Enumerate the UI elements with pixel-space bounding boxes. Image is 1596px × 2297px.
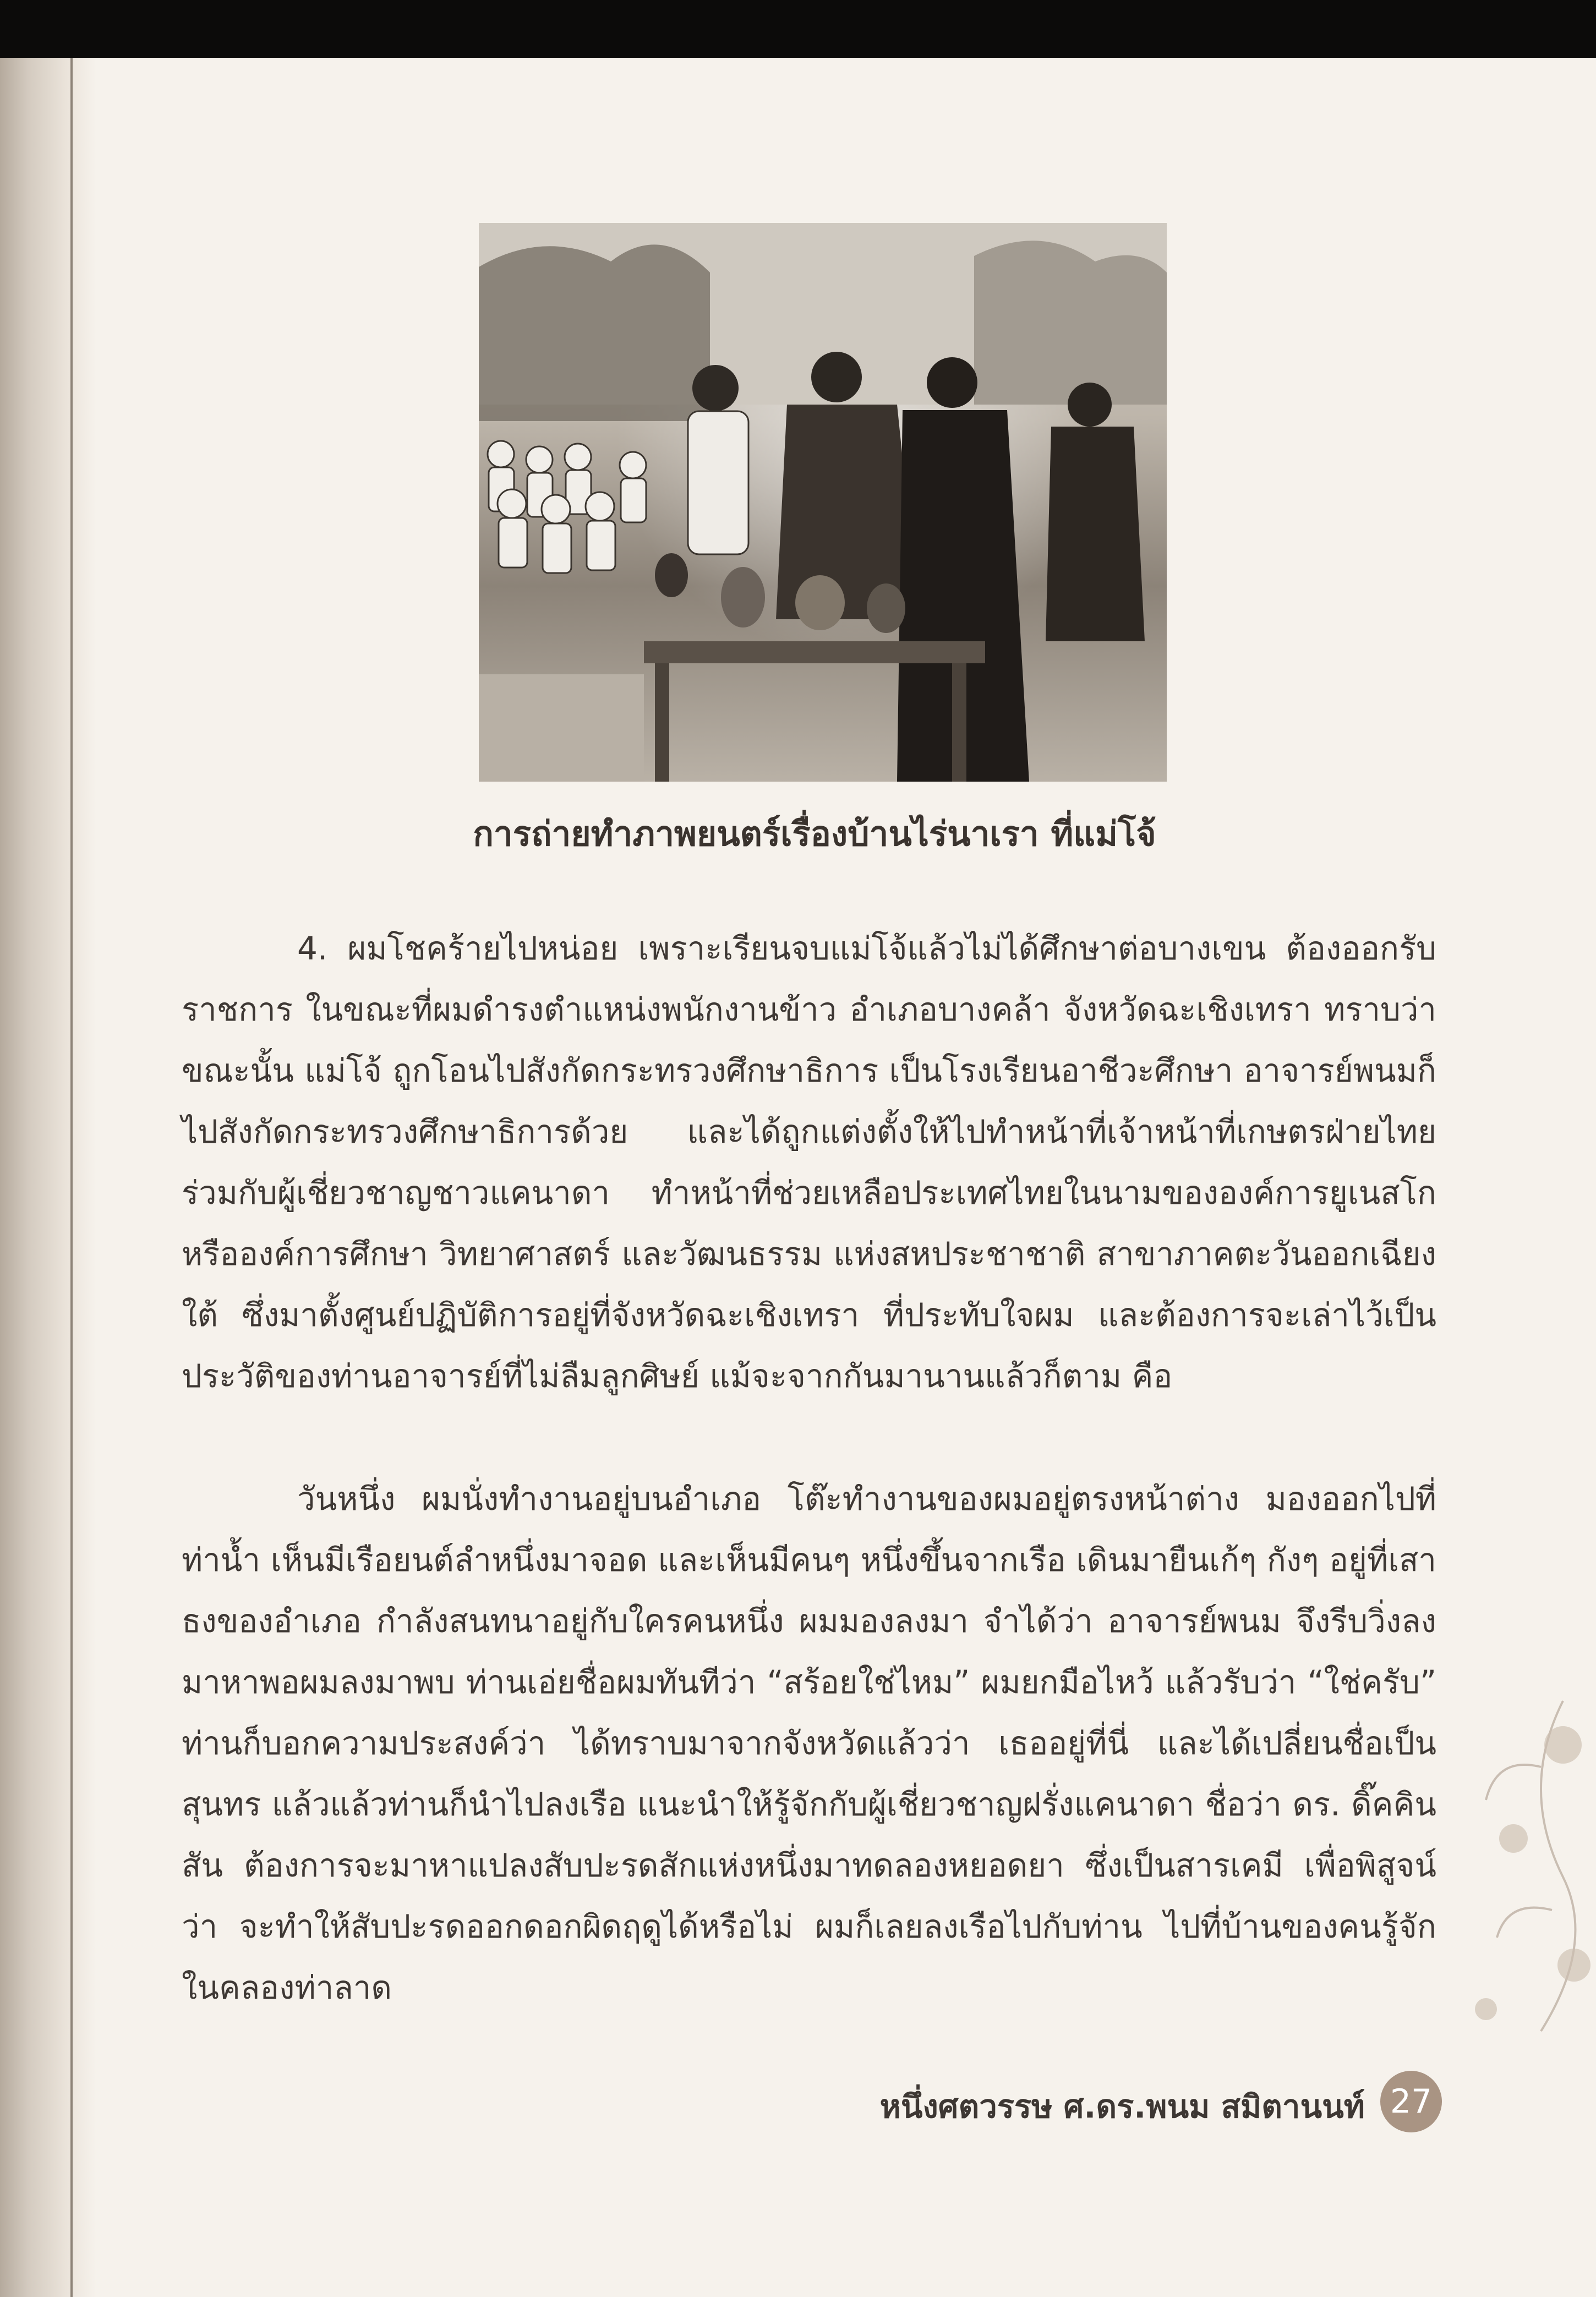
body-paragraph: 4. ผมโชคร้ายไปหน่อย เพราะเรียนจบแม่โจ้แล้วไม่ได้ศึกษาต่อบางเขน ต้องออกรับราชการ ในขณะที่ผมดำรงตำแหน่งพนักงานข้าว อำเภอบางคล้า จังหวัดฉะเชิงเทรา ทราบว่าขณะนั้น แม่โจ้ ถูกโอนไปสังกัดกระทรวงศึกษาธิการ เป็นโรงเรียนอาชีวะศึกษา อาจารย์พนมก็ไปสังกัดกระทรวงศึกษาธิการด้วย และได้ถูกแต่งตั้งให้ไปทำหน้าที่เจ้าหน้าที่เกษตรฝ่ายไทยร่วมกับผู้เชี่ยวชาญชาวแคนาดา ทำหน้าที่ช่วยเหลือประเทศไทยในนามขององค์การยูเนสโกหรือองค์การศึกษา วิทยาศาสตร์ และวัฒนธรรม แห่งสหประชาชาติ สาขาภาคตะวันออกเฉียงใต้ ซึ่งมาตั้งศูนย์ปฏิบัติการอยู่ที่จังหวัดฉะเชิงเทรา ที่ประทับใจผม และต้องการจะเล่าไว้เป็นประวัติของท่านอาจารย์ที่ไม่ลืมลูกศิษย์ แม้จะจากกันมานานแล้วก็ตาม คือ (182, 930, 1436, 1395)
page-number-badge: 27 (1380, 2071, 1442, 2132)
footer-book-title: หนึ่งศตวรรษ ศ.ดร.พนม สมิตานนท์ (879, 2088, 1365, 2125)
top-scan-border (0, 0, 1596, 58)
book-spine-shadow (0, 58, 96, 2297)
book-spine-edge (70, 58, 73, 2297)
body-paragraph: วันหนึ่ง ผมนั่งทำงานอยู่บนอำเภอ โต๊ะทำงานของผมอยู่ตรงหน้าต่าง มองออกไปที่ท่าน้ำ เห็นมีเรือยนต์ลำหนึ่งมาจอด และเห็นมีคนๆ หนึ่งขึ้นจากเรือ เดินมายืนเก้ๆ กังๆ อยู่ที่เสาธงของอำเภอ กำลังสนทนาอยู่กับใครคนหนึ่ง ผมมองลงมา จำได้ว่า อาจารย์พนม จึงรีบวิ่งลงมาหาพอผมลงมาพบ ท่านเอ่ยชื่อผมทันทีว่า “สร้อยใช่ไหม” ผมยกมือไหว้ แล้วรับว่า “ใช่ครับ” ท่านก็บอกความประสงค์ว่า ได้ทราบมาจากจังหวัดแล้วว่า เธออยู่ที่นี่ และได้เปลี่ยนชื่อเป็น สุนทร แล้วแล้วท่านก็นำไปลงเรือ แนะนำให้รู้จักกับผู้เชี่ยวชาญฝรั่งแคนาดา ชื่อว่า ดร. ดิ๊คคินสัน ต้องการจะมาหาแปลงสับปะรดสักแห่งหนึ่งมาทดลองหยอดยา ซึ่งเป็นสารเคมี เพื่อพิสูจน์ว่า จะทำให้สับปะรดออกดอกผิดฤดูได้หรือไม่ ผมก็เลยลงเรือไปกับท่าน ไปที่บ้านของคนรู้จักในคลองท่าลาด (182, 1480, 1436, 2006)
historical-photo-image (479, 223, 1167, 782)
historical-photo (479, 223, 1167, 782)
photo-caption: การถ่ายทำภาพยนตร์เรื่องบ้านไร่นาเรา ที่แม่โจ้ (473, 814, 1156, 854)
floral-ornament-icon (1255, 1679, 1596, 2064)
floral-ornament (1255, 1679, 1596, 2064)
